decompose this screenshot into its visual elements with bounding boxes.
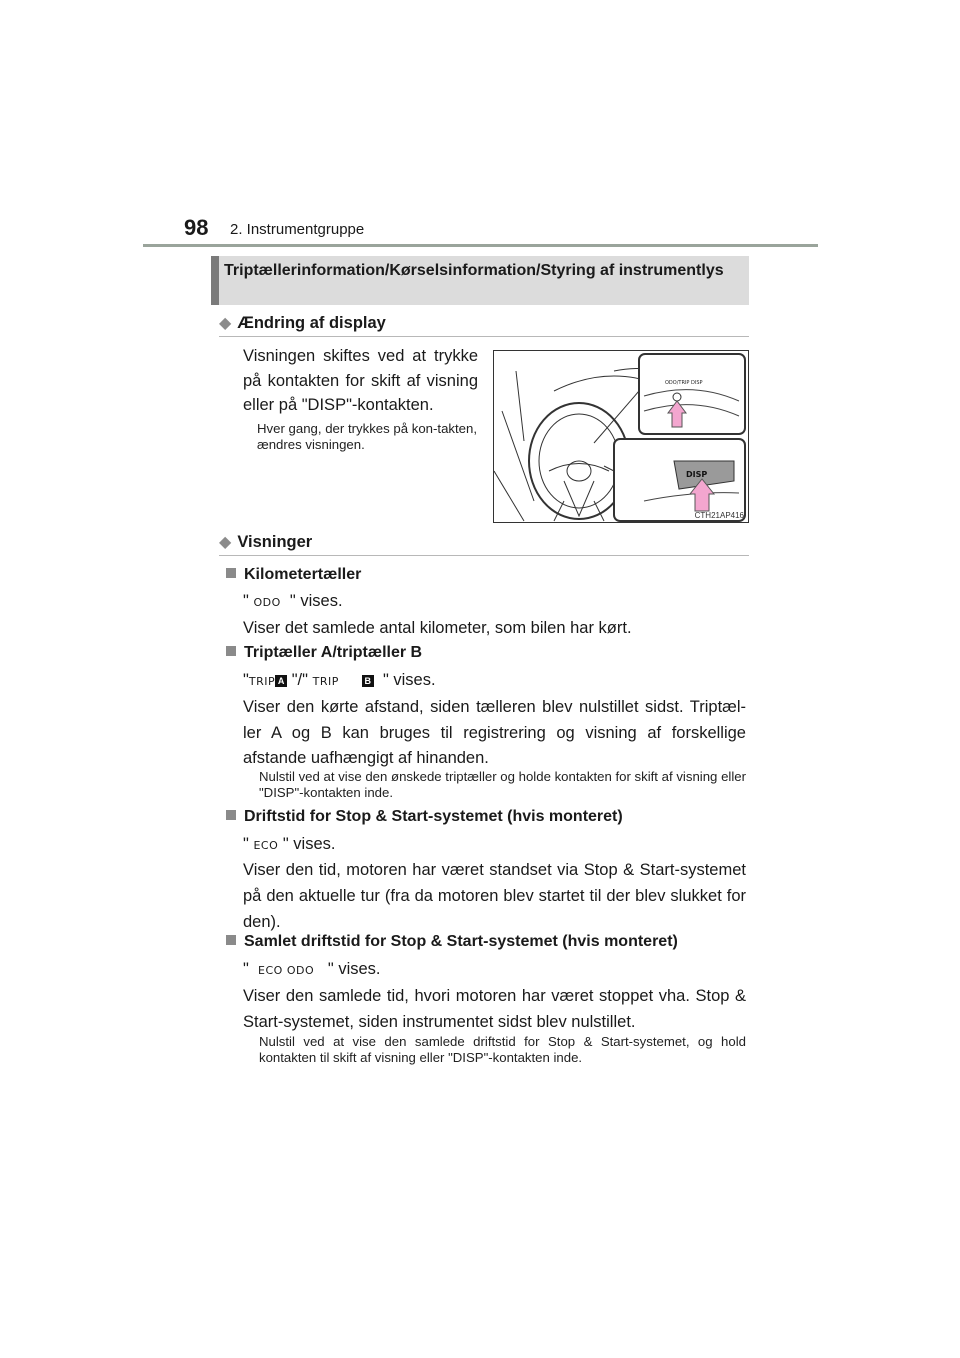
item-trip-note: Nulstil ved at vise den ønskede triptæller og holde kontakten for skift af visning eller "DISP"-kontakten inde. [259,769,746,800]
section-accent-bar [211,256,219,305]
diamond-bullet-icon: ◆ [219,315,232,332]
square-bullet-icon [226,568,236,578]
steering-wheel-illustration [493,350,749,523]
diamond-bullet-icon: ◆ [219,534,232,551]
svg-text:DISP: DISP [686,470,708,479]
item-stop-start-indicator-line: " ECO " vises. [243,835,336,853]
change-display-heading: ◆ Ændring af display [219,314,386,332]
square-bullet-icon [226,810,236,820]
displays-heading: ◆ Visninger [219,533,313,551]
item-total-stop-start-body: Viser den samlede tid, hvori motoren har været stoppet vha. Stop & Start-systemet, siden instrumentet sidst blev nulstillet. [243,987,746,1031]
change-display-body: Visningen skiftes ved at trykke på kontakten for skift af visning eller på "DISP"-kontakten. [243,347,478,414]
svg-text:ODO/TRIP DISP: ODO/TRIP DISP [665,380,703,386]
change-display-note: Hver gang, der trykkes på kon-takten, ændres visningen. [257,421,477,452]
square-bullet-icon [226,935,236,945]
item-total-stop-start-note: Nulstil ved at vise den samlede driftstid for Stop & Start-systemet, og hold kontakten til skift af visning eller "DISP"-kontakten inde. [259,1034,746,1065]
trip-a-badge: A [275,675,287,687]
trip-b-badge: B [362,675,374,687]
item-odometer-title: Kilometertæller [226,566,361,584]
square-bullet-icon [226,646,236,656]
item-total-stop-start-title: Samlet driftstid for Stop & Start-systemet (hvis monteret) [226,933,678,951]
sub-heading-divider [219,555,749,556]
figure-code: CTH21AP416 [694,511,744,520]
chapter-title: 2. Instrumentgruppe [230,221,365,238]
item-trip-body: Viser den kørte afstand, siden tælleren blev nulstillet sidst. Triptæl-ler A og B kan bruges til registrering og visning af forskellige afstande uafhængigt af hinanden. [243,698,746,767]
item-trip-title: Triptæller A/triptæller B [226,644,422,662]
page-number: 98 [184,215,209,240]
dashboard-diagram [494,351,749,523]
sub-heading-divider [219,336,749,337]
item-odometer-indicator-line: " ODO " vises. [243,592,343,610]
item-stop-start-body: Viser den tid, motoren har været standset via Stop & Start-systemet på den aktuelle tur (fra da motoren blev startet til der blev slukket for den). [243,861,746,931]
item-trip-indicator-line: "TRIP A "/" TRIP B " vises. [243,671,436,689]
section-title: Triptællerinformation/Kørselsinformation/Styring af instrumentlys [224,262,724,279]
item-stop-start-title: Driftstid for Stop & Start-systemet (hvis monteret) [226,808,623,826]
item-total-stop-start-indicator-line: " ECO ODO " vises. [243,960,381,978]
item-odometer-body: Viser det samlede antal kilometer, som bilen har kørt. [243,619,632,637]
header-divider [143,244,818,247]
